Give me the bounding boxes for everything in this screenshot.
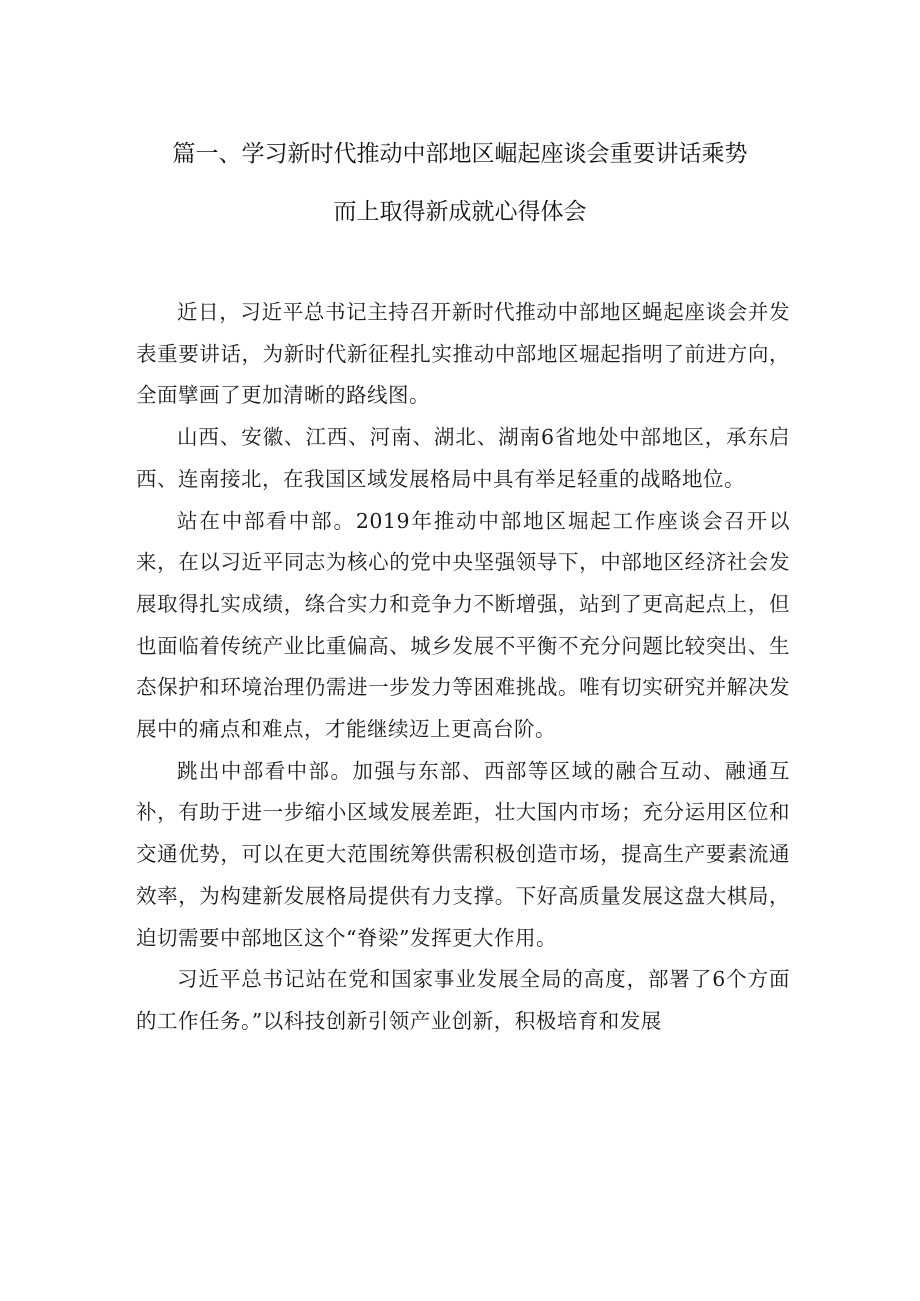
paragraph-tasks: 习近平总书记站在党和国家事业发展全局的高度，部署了6个方面的工作任务。”以科技创新引领产业创新，积极培育和发展 bbox=[136, 967, 790, 1033]
paragraph-inside-view: 站在中部看中部。2019年推动中部地区堀起工作座谈会召开以来，在以习近平同志为核心的党中央坚强领导下，中部地区经济社会发展取得扎实成绩，绦合实力和竞争力不断增强，站到了更高起点上，但也面临着传统产业比重偏高、城乡发展不平衡不充分问题比较突出、生态保护和环境治理仍需进一步发力等困难挑战。唯有切实研究并解决发展中的痛点和难点，才能继续迈上更高台阶。 bbox=[136, 508, 790, 742]
document-title-line-2: 而上取得新成就心得体会 bbox=[333, 199, 587, 225]
paragraph-outside-view: 跳出中部看中部。加强与东部、西部等区域的融合互动、融通互补，有助于进一步缩小区域发展差距，壮大国内市场；充分运用区位和交通优势，可以在更大范围统筹供需积极创造市场，提高生产要素流通效率，为构建新发展格局提供有力支撑。下好高质量发展这盘大棋局，迫切需要中部地区这个“脊梁”发挥更大作用。 bbox=[136, 758, 790, 950]
document-title-line-1: 篇一、学习新时代推动中部地区崛起座谈会重要讲话乘势 bbox=[172, 141, 748, 167]
paragraph-provinces: 山西、安徽、江西、河南、湖北、湖南6省地处中部地区，承东启西、连南接北，在我国区域发展格局中具有举足轻重的战略地位。 bbox=[136, 425, 790, 491]
paragraph-intro: 近日，习近平总书记主持召开新时代推动中部地区蝇起座谈会并发表重要讲话，为新时代新征程扎实推动中部地区堀起指明了前进方向，全面擘画了更加清晰的路线图。 bbox=[136, 300, 790, 408]
document-body bbox=[136, 292, 790, 1043]
